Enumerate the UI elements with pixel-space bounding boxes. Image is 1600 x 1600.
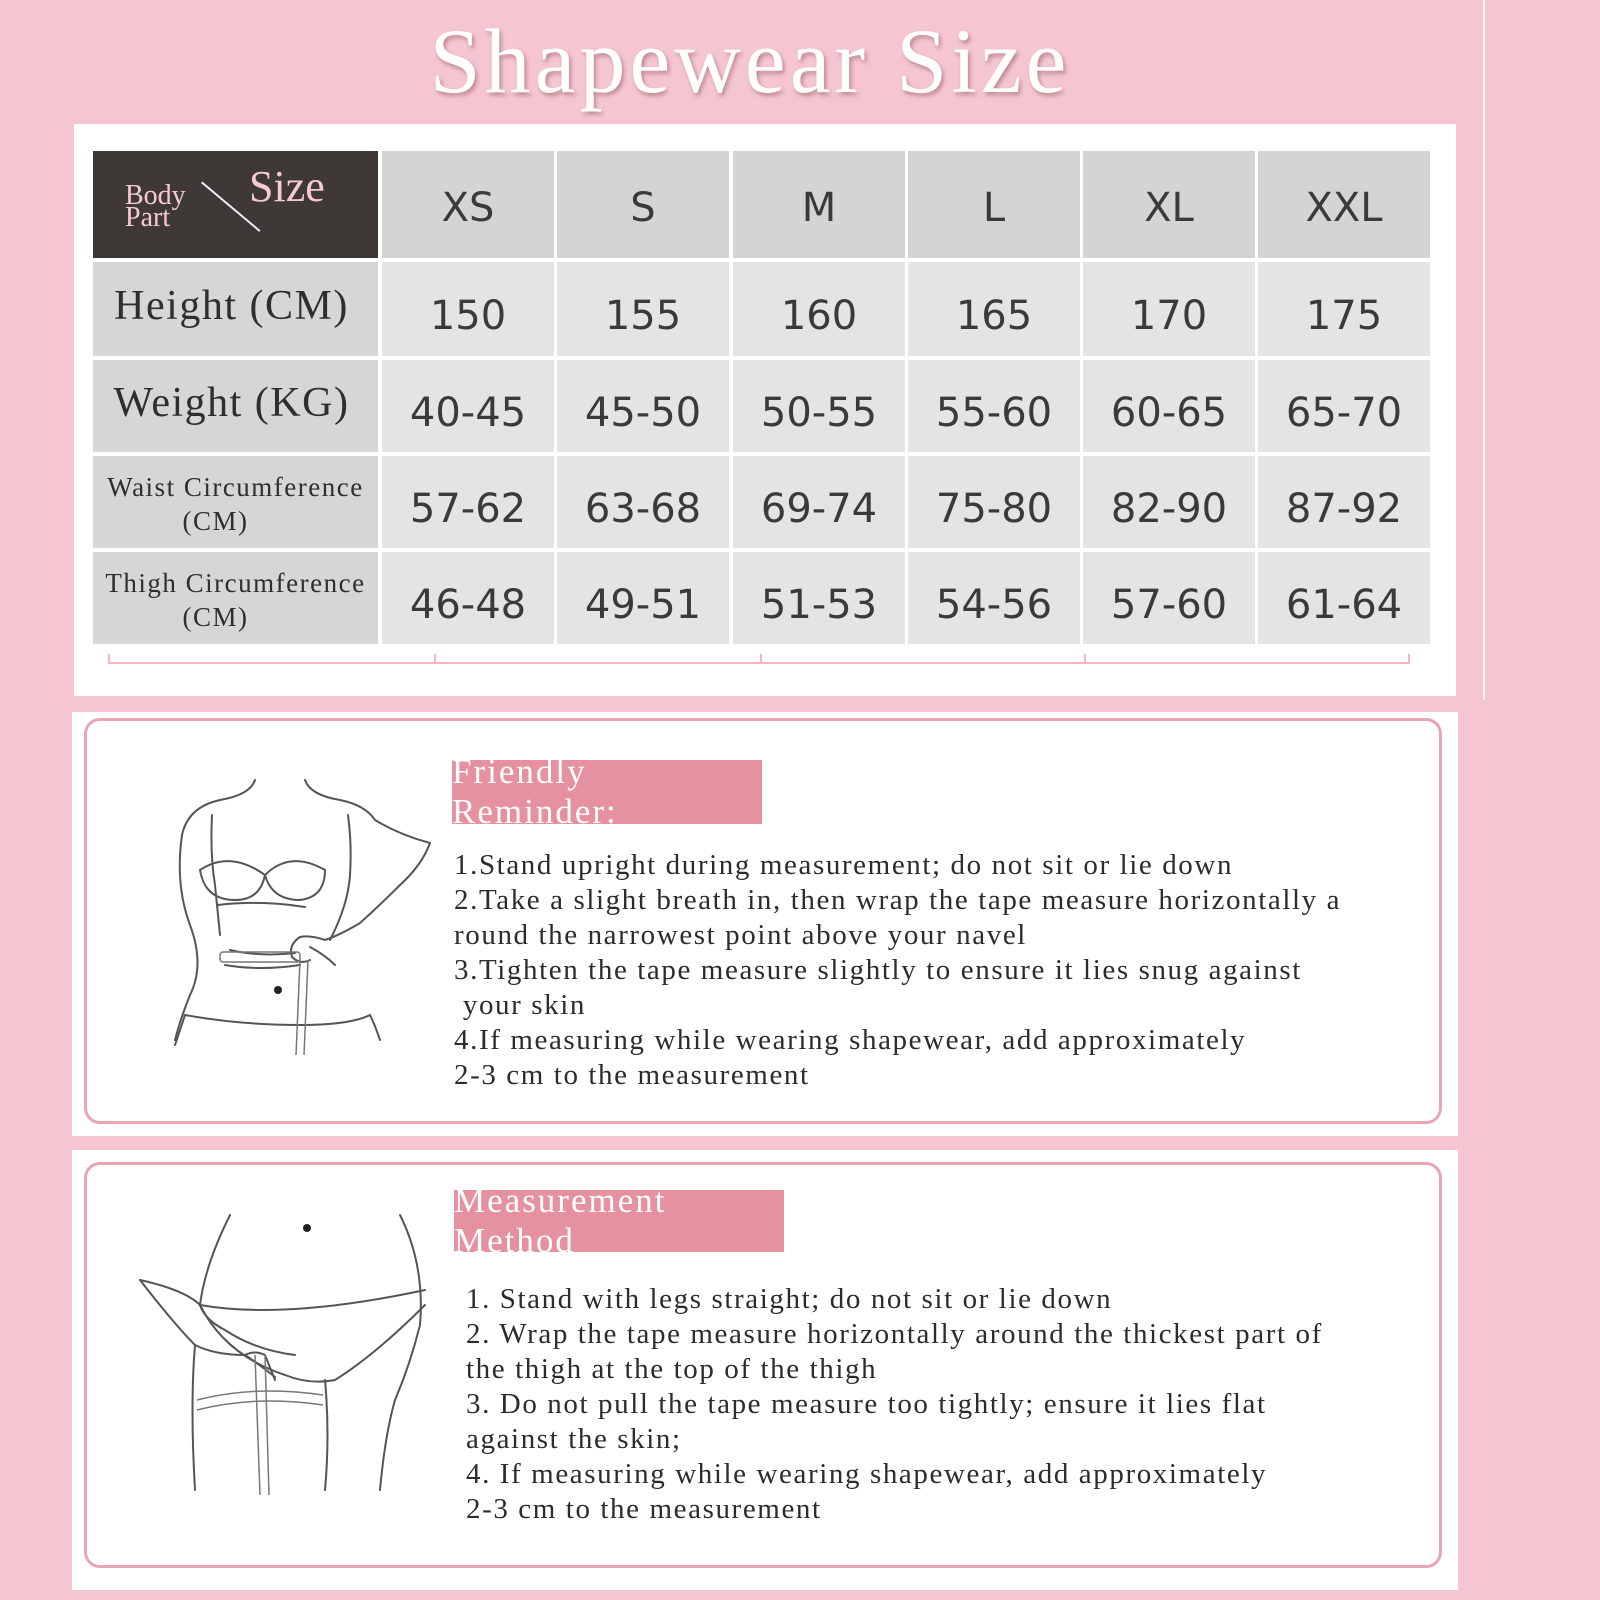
row-label: [93, 360, 378, 452]
table-cell: 65-70: [1258, 360, 1430, 452]
row-label-text: Weight (KG): [113, 380, 350, 426]
table-cell: 61-64: [1258, 552, 1430, 644]
rule-tick: [760, 654, 762, 664]
instruction-line: 3. Do not pull the tape measure too tightly; ensure it lies flat: [466, 1388, 1267, 1420]
size-header-l: L: [908, 151, 1080, 258]
table-cell: 175: [1258, 262, 1430, 356]
instruction-line: 2-3 cm to the measurement: [454, 1059, 810, 1091]
table-cell: 40-45: [382, 360, 554, 452]
row-label-text: Thigh Circumference: [105, 568, 366, 598]
table-cell: 75-80: [908, 456, 1080, 548]
instruction-line: 2-3 cm to the measurement: [466, 1493, 822, 1525]
instruction-line: round the narrowest point above your navel: [454, 919, 1027, 951]
instruction-line: your skin: [454, 989, 586, 1021]
table-cell: 46-48: [382, 552, 554, 644]
table-cell: 55-60: [908, 360, 1080, 452]
table-cell: 160: [733, 262, 905, 356]
size-header-xl: XL: [1083, 151, 1255, 258]
instruction-line: 4.If measuring while wearing shapewear, add approximately: [454, 1024, 1247, 1056]
instruction-line: the thigh at the top of the thigh: [466, 1353, 878, 1385]
corner-part-label: Part: [125, 202, 171, 233]
corner-body-label: Body: [125, 180, 186, 211]
table-cell: 82-90: [1083, 456, 1255, 548]
table-corner-header: [93, 151, 378, 258]
table-bottom-rule: [108, 662, 1408, 664]
thigh-measure-illustration: [135, 1205, 445, 1495]
instruction-line: 2. Wrap the tape measure horizontally around the thickest part of: [466, 1318, 1323, 1350]
method-heading: Measurement Method: [454, 1190, 784, 1252]
row-label: [93, 262, 378, 356]
table-cell: 57-60: [1083, 552, 1255, 644]
table-cell: 150: [382, 262, 554, 356]
table-cell: 69-74: [733, 456, 905, 548]
instruction-line: 4. If measuring while wearing shapewear, add approximately: [466, 1458, 1268, 1490]
size-header-xxl: XXL: [1258, 151, 1430, 258]
instruction-line: 1. Stand with legs straight; do not sit or lie down: [466, 1283, 1113, 1315]
page-title: Shapewear Size: [429, 10, 1071, 112]
table-cell: 155: [557, 262, 729, 356]
table-cell: 57-62: [382, 456, 554, 548]
size-header-s: S: [557, 151, 729, 258]
table-cell: 50-55: [733, 360, 905, 452]
table-cell: 170: [1083, 262, 1255, 356]
corner-size-label: Size: [249, 162, 325, 211]
table-cell: 54-56: [908, 552, 1080, 644]
row-label: [93, 456, 378, 548]
size-header-m: M: [733, 151, 905, 258]
table-cell: 45-50: [557, 360, 729, 452]
instruction-line: 1.Stand upright during measurement; do not sit or lie down: [454, 849, 1234, 881]
table-cell: 51-53: [733, 552, 905, 644]
rule-tick: [434, 654, 436, 664]
row-label-text: Height (CM): [114, 283, 349, 329]
table-cell: 49-51: [557, 552, 729, 644]
rule-tick: [108, 654, 110, 664]
rule-tick: [1408, 654, 1410, 664]
table-cell: 63-68: [557, 456, 729, 548]
size-header-xs: XS: [382, 151, 554, 258]
method-steps: [466, 1282, 1323, 1527]
table-cell: 87-92: [1258, 456, 1430, 548]
row-label-text: Waist Circumference: [107, 472, 364, 502]
instruction-line: 3.Tighten the tape measure slightly to ensure it lies snug against: [454, 954, 1302, 986]
rule-tick: [1084, 654, 1086, 664]
row-label-unit: (CM): [182, 506, 249, 536]
table-cell: 60-65: [1083, 360, 1255, 452]
table-cell: 165: [908, 262, 1080, 356]
row-label: [93, 552, 378, 644]
waist-measure-illustration: [160, 775, 450, 1055]
instruction-line: against the skin;: [466, 1423, 682, 1455]
instruction-line: 2.Take a slight breath in, then wrap the tape measure horizontally a: [454, 884, 1342, 916]
reminder-heading: Friendly Reminder:: [452, 760, 762, 824]
row-label-unit: (CM): [182, 602, 249, 632]
reminder-steps: [454, 848, 1341, 1093]
corner-body-part: [125, 180, 186, 233]
